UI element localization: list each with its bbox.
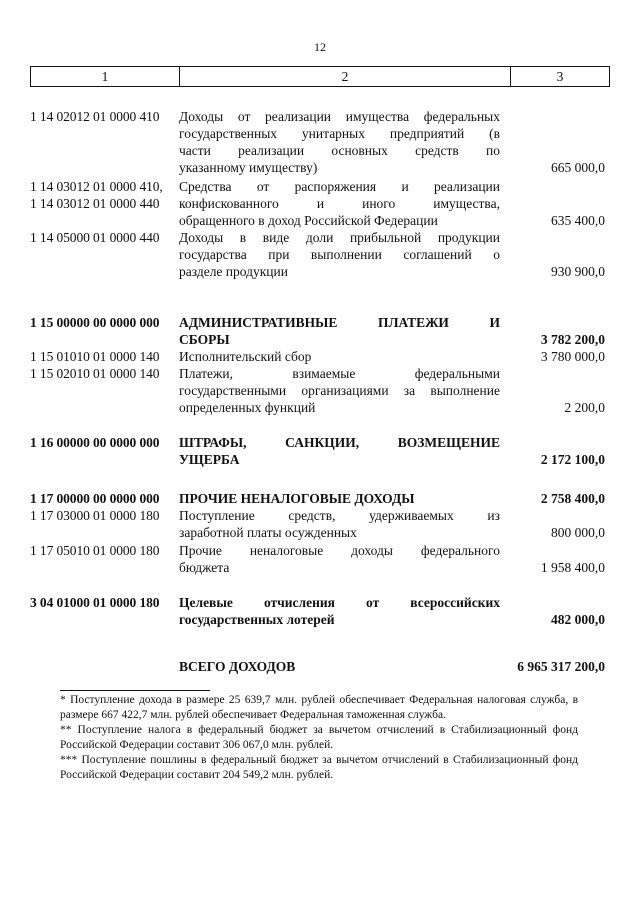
budget-code: 1 15 00000 00 0000 000 [30, 315, 160, 330]
description-line: части реализации основных средств по [179, 143, 500, 158]
revenue-description [179, 434, 500, 468]
revenue-description [179, 542, 500, 576]
amount: 3 782 200,0 [540, 332, 605, 347]
amount: 800 000,0 [551, 525, 605, 540]
description-line: ШТРАФЫ, САНКЦИИ, ВОЗМЕЩЕНИЕ [179, 435, 500, 450]
description-line: ВСЕГО ДОХОДОВ [179, 659, 296, 674]
budget-code: 1 14 05000 01 0000 440 [30, 230, 160, 245]
footnotes [60, 693, 578, 783]
description-line: Поступление средств, удерживаемых из [179, 508, 500, 523]
revenue-description [179, 594, 500, 628]
amount: 665 000,0 [551, 160, 605, 175]
budget-code: 1 17 00000 00 0000 000 [30, 491, 160, 506]
budget-code: 1 17 05010 01 0000 180 [30, 543, 160, 558]
amount: 930 900,0 [551, 264, 605, 279]
amount: 482 000,0 [551, 612, 605, 627]
description-line: УЩЕРБА [179, 452, 240, 467]
description-line: указанному имуществу) [179, 160, 318, 175]
description-line: бюджета [179, 560, 230, 575]
amount: 2 172 100,0 [540, 452, 605, 467]
description-line: государственными организациями за выполнение [179, 383, 500, 398]
description-line: государства при выполнении соглашений о [179, 247, 500, 262]
description-line: СБОРЫ [179, 332, 230, 347]
revenue-description [179, 507, 500, 541]
revenue-description [179, 229, 500, 280]
revenue-description [179, 365, 500, 416]
footnote-rule [60, 690, 210, 691]
description-line: обращенного в доход Российской Федерации [179, 213, 438, 228]
revenue-description [179, 348, 500, 365]
description-line: Доходы в виде доли прибыльной продукции [179, 230, 500, 245]
description-line: Платежи, взимаемые федеральными [179, 366, 500, 381]
description-line: Прочие неналоговые доходы федерального [179, 543, 500, 558]
description-line: государственных лотерей [179, 612, 335, 627]
page-number: 12 [314, 40, 326, 54]
amount: 1 958 400,0 [540, 560, 605, 575]
budget-code: 1 14 02012 01 0000 410 [30, 109, 160, 124]
header-col-3: 3 [556, 68, 564, 84]
header-col-1: 1 [31, 67, 180, 86]
budget-code: 1 14 03012 01 0000 410, [30, 179, 163, 194]
footnote-1: * Поступление дохода в размере 25 639,7 млн. рублей обеспечивает Федеральная налоговая служба, в размере 667 422,7 млн. рублей обеспечивает Федеральная таможенная служба. [60, 694, 578, 721]
description-line: конфискованного и иного имущества, [179, 196, 500, 211]
description-line: разделе продукции [179, 264, 288, 279]
description-line: государственных унитарных предприятий (в [179, 126, 500, 141]
budget-code: 1 17 03000 01 0000 180 [30, 508, 160, 523]
amount: 6 965 317 200,0 [517, 659, 605, 674]
description-line: определенных функций [179, 400, 316, 415]
description-line: АДМИНИСТРАТИВНЫЕ ПЛАТЕЖИ И [179, 315, 500, 330]
budget-code-secondary: 1 14 03012 01 0000 440 [30, 196, 160, 211]
description-line: Целевые отчисления от всероссийских [179, 595, 500, 610]
budget-code: 1 15 02010 01 0000 140 [30, 366, 160, 381]
footnote-3: *** Поступление пошлины в федеральный бюджет за вычетом отчислений в Стабилизационный фонд Российской Федерации составит 204 549,2 млн. рублей. [60, 754, 578, 781]
amount: 2 758 400,0 [540, 491, 605, 506]
revenue-description [179, 490, 500, 507]
revenue-description [179, 314, 500, 348]
amount: 635 400,0 [551, 213, 605, 228]
amount: 3 780 000,0 [540, 349, 605, 364]
description-line: Средства от распоряжения и реализации [179, 179, 500, 194]
description-line: ПРОЧИЕ НЕНАЛОГОВЫЕ ДОХОДЫ [179, 491, 415, 506]
budget-code: 1 15 01010 01 0000 140 [30, 349, 160, 364]
budget-code: 1 16 00000 00 0000 000 [30, 435, 160, 450]
description-line: Доходы от реализации имущества федеральных [179, 109, 500, 124]
revenue-description [179, 658, 500, 675]
footnote-2: ** Поступление налога в федеральный бюджет за вычетом отчислений в Стабилизационный фонд Российской Федерации составит 306 067,0 млн. рублей. [60, 724, 578, 751]
description-line: Исполнительский сбор [179, 349, 312, 364]
table-header [30, 66, 610, 87]
amount: 2 200,0 [564, 400, 605, 415]
budget-code: 3 04 01000 01 0000 180 [30, 595, 160, 610]
revenue-description [179, 108, 500, 176]
revenue-description [179, 178, 500, 229]
description-line: заработной платы осужденных [179, 525, 357, 540]
header-col-2: 2 [180, 67, 511, 86]
